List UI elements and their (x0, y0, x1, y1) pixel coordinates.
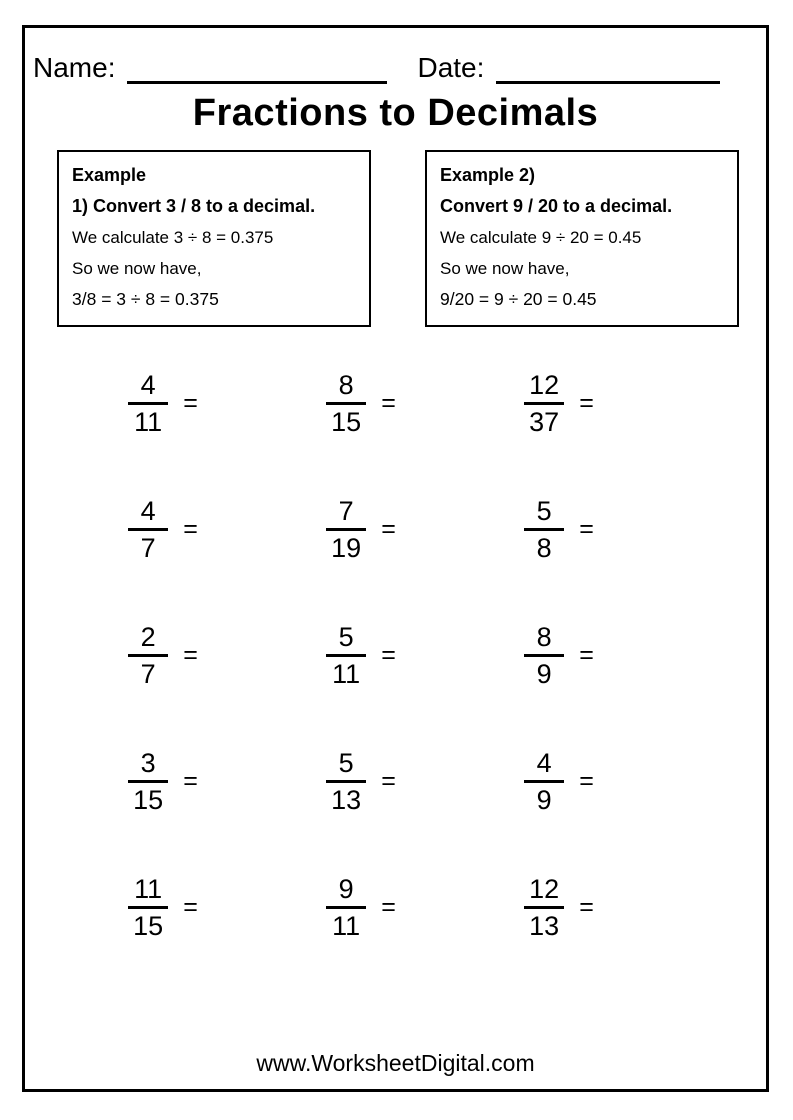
fraction-bar (326, 906, 366, 909)
numerator: 4 (536, 747, 552, 778)
numerator: 4 (140, 495, 156, 526)
date-blank-line (496, 58, 720, 84)
fraction-problem (522, 370, 594, 437)
example-result: 9/20 = 9 ÷ 20 = 0.45 (440, 289, 597, 309)
denominator: 11 (332, 658, 361, 689)
equals-sign: = (183, 514, 198, 543)
equals-sign: = (579, 388, 594, 417)
fraction-bar (128, 780, 168, 783)
denominator: 13 (529, 910, 560, 941)
example-calculation: We calculate 9 ÷ 20 = 0.45 (440, 228, 642, 247)
equals-sign: = (381, 892, 396, 921)
fraction-problem (324, 874, 396, 941)
equals-sign: = (579, 766, 594, 795)
denominator: 13 (331, 784, 362, 815)
denominator: 15 (133, 784, 164, 815)
equals-sign: = (579, 640, 594, 669)
equals-sign: = (183, 892, 198, 921)
equals-sign: = (183, 388, 198, 417)
denominator: 7 (140, 532, 156, 563)
equals-sign: = (381, 766, 396, 795)
denominator: 8 (536, 532, 552, 563)
fraction (324, 496, 368, 563)
numerator: 12 (529, 873, 560, 904)
examples-row (57, 150, 739, 327)
fraction-problem (126, 874, 198, 941)
fraction (126, 370, 170, 437)
numerator: 2 (140, 621, 156, 652)
date-label: Date: (417, 52, 485, 83)
worksheet-page (22, 25, 769, 1092)
numerator: 9 (338, 873, 354, 904)
fraction-bar (128, 402, 168, 405)
numerator: 7 (338, 495, 354, 526)
equals-sign: = (381, 388, 396, 417)
example-problem-statement: Convert 9 / 20 to a decimal. (440, 196, 673, 216)
example-problem-statement: 1) Convert 3 / 8 to a decimal. (72, 196, 316, 216)
fraction (324, 874, 368, 941)
fraction-bar (326, 402, 366, 405)
denominator: 19 (331, 532, 362, 563)
fraction (126, 748, 170, 815)
fraction-bar (128, 528, 168, 531)
name-date-row (33, 52, 736, 84)
numerator: 5 (338, 621, 354, 652)
name-blank-line (127, 58, 387, 84)
denominator: 11 (134, 406, 163, 437)
numerator: 5 (338, 747, 354, 778)
fraction (324, 370, 368, 437)
equals-sign: = (579, 892, 594, 921)
numerator: 3 (140, 747, 156, 778)
fraction (126, 496, 170, 563)
fraction-bar (524, 906, 564, 909)
fraction (522, 370, 566, 437)
denominator: 15 (133, 910, 164, 941)
fraction-problem (126, 622, 198, 689)
fraction-problem (324, 370, 396, 437)
fraction (522, 748, 566, 815)
fraction-bar (326, 654, 366, 657)
fraction-bar (128, 906, 168, 909)
fraction (324, 622, 368, 689)
fraction (522, 622, 566, 689)
fraction (522, 874, 566, 941)
fraction-bar (524, 654, 564, 657)
numerator: 12 (529, 369, 560, 400)
example-box-2 (425, 150, 739, 327)
equals-sign: = (183, 766, 198, 795)
example-heading: Example (72, 165, 147, 185)
example-box-1 (57, 150, 371, 327)
example-calculation: We calculate 3 ÷ 8 = 0.375 (72, 228, 274, 247)
denominator: 11 (332, 910, 361, 941)
fraction-problem (324, 748, 396, 815)
fraction (522, 496, 566, 563)
fraction-problem (522, 874, 594, 941)
numerator: 8 (536, 621, 552, 652)
fraction-bar (326, 528, 366, 531)
numerator: 8 (338, 369, 354, 400)
fraction-problem (126, 370, 198, 437)
fraction-problem (324, 496, 396, 563)
fraction (126, 622, 170, 689)
footer-website-url: www.WorksheetDigital.com (256, 1050, 535, 1076)
fraction-problem (522, 622, 594, 689)
fraction-problem (324, 622, 396, 689)
page-title: Fractions to Decimals (192, 92, 599, 134)
fraction-problem (522, 496, 594, 563)
numerator: 11 (134, 873, 163, 904)
fraction-problem (522, 748, 594, 815)
fraction-bar (128, 654, 168, 657)
equals-sign: = (579, 514, 594, 543)
denominator: 9 (536, 658, 552, 689)
fraction-problem (126, 748, 198, 815)
fraction (324, 748, 368, 815)
fraction-bar (524, 780, 564, 783)
example-result: 3/8 = 3 ÷ 8 = 0.375 (72, 289, 219, 309)
denominator: 37 (529, 406, 560, 437)
example-transition: So we now have, (72, 259, 202, 278)
denominator: 7 (140, 658, 156, 689)
fraction (126, 874, 170, 941)
numerator: 5 (536, 495, 552, 526)
name-label: Name: (33, 52, 116, 83)
example-heading: Example 2) (440, 165, 536, 185)
denominator: 15 (331, 406, 362, 437)
fraction-problem (126, 496, 198, 563)
equals-sign: = (381, 514, 396, 543)
fraction-bar (524, 528, 564, 531)
fraction-bar (524, 402, 564, 405)
example-transition: So we now have, (440, 259, 570, 278)
problems-grid (25, 340, 641, 970)
denominator: 9 (536, 784, 552, 815)
equals-sign: = (183, 640, 198, 669)
numerator: 4 (140, 369, 156, 400)
equals-sign: = (381, 640, 396, 669)
fraction-bar (326, 780, 366, 783)
